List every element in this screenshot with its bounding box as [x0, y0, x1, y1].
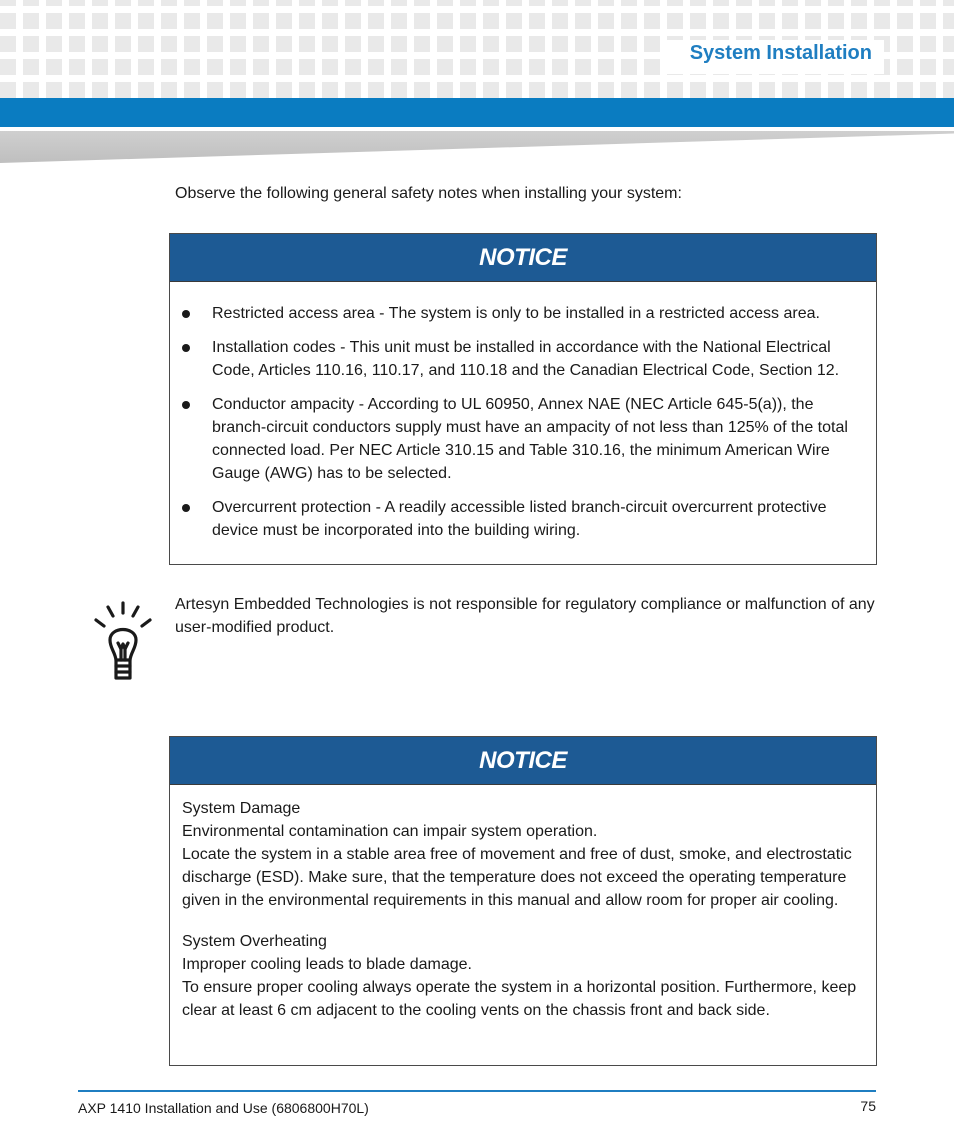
footer-divider — [78, 1090, 876, 1092]
notice-body — [170, 785, 876, 1022]
list-item: Restricted access area - The system is only to be installed in a restricted access area. — [170, 302, 866, 325]
header-blue-bar — [0, 98, 954, 127]
bullet-icon — [182, 344, 190, 352]
section-title: System Installation — [689, 42, 872, 64]
safety-list — [170, 282, 876, 542]
notice-label: NOTICE — [479, 243, 567, 271]
notice-label: NOTICE — [479, 746, 567, 774]
intro-text: Observe the following general safety notes when installing your system: — [175, 185, 682, 202]
list-item: Overcurrent protection - A readily accessible listed branch-circuit overcurrent protective device must be incorporated into the building wiring. — [170, 496, 866, 542]
bullet-icon — [182, 504, 190, 512]
list-item: Conductor ampacity - According to UL 60950, Annex NAE (NEC Article 645-5(a)), the branch-circuit conductors supply must have an ampacity of not less than 125% of the total connected load. Per NEC Article 310.15 and Table 310.16, the minimum American Wire Gauge (AWG) has to be selected. — [170, 393, 866, 485]
tip-text: Artesyn Embedded Technologies is not responsible for regulatory compliance or malfunction of any user-modified product. — [175, 596, 875, 636]
page-number: 75 — [860, 1098, 876, 1114]
notice-header — [170, 737, 876, 785]
notice-box-environment — [169, 736, 877, 1066]
notice-box-safety — [169, 233, 877, 565]
notice-paragraph-overheating: System Overheating Improper cooling leads to blade damage. To ensure proper cooling always operate the system in a horizontal position. Furthermore, keep clear at least 6 cm adjacent to the cooling vents on the chassis front and back side. — [182, 933, 857, 1019]
list-item: Installation codes - This unit must be installed in accordance with the National Electrical Code, Articles 110.16, 110.17, and 110.18 and the Canadian Electrical Code, Section 12. — [170, 336, 866, 382]
lightbulb-icon — [90, 600, 156, 684]
bullet-icon — [182, 310, 190, 318]
notice-header — [170, 234, 876, 282]
footer-document-title: AXP 1410 Installation and Use (6806800H70L) — [78, 1100, 369, 1116]
notice-paragraph-damage: System Damage Environmental contamination can impair system operation. Locate the system in a stable area free of movement and free of dust, smoke, and electrostatic discharge (ESD). Make sure, that the temperature does not exceed the operating temperature given in the environmental requirements in this manual and allow room for proper air cooling. — [182, 800, 852, 909]
bullet-icon — [182, 401, 190, 409]
header-grey-wedge — [0, 131, 954, 163]
